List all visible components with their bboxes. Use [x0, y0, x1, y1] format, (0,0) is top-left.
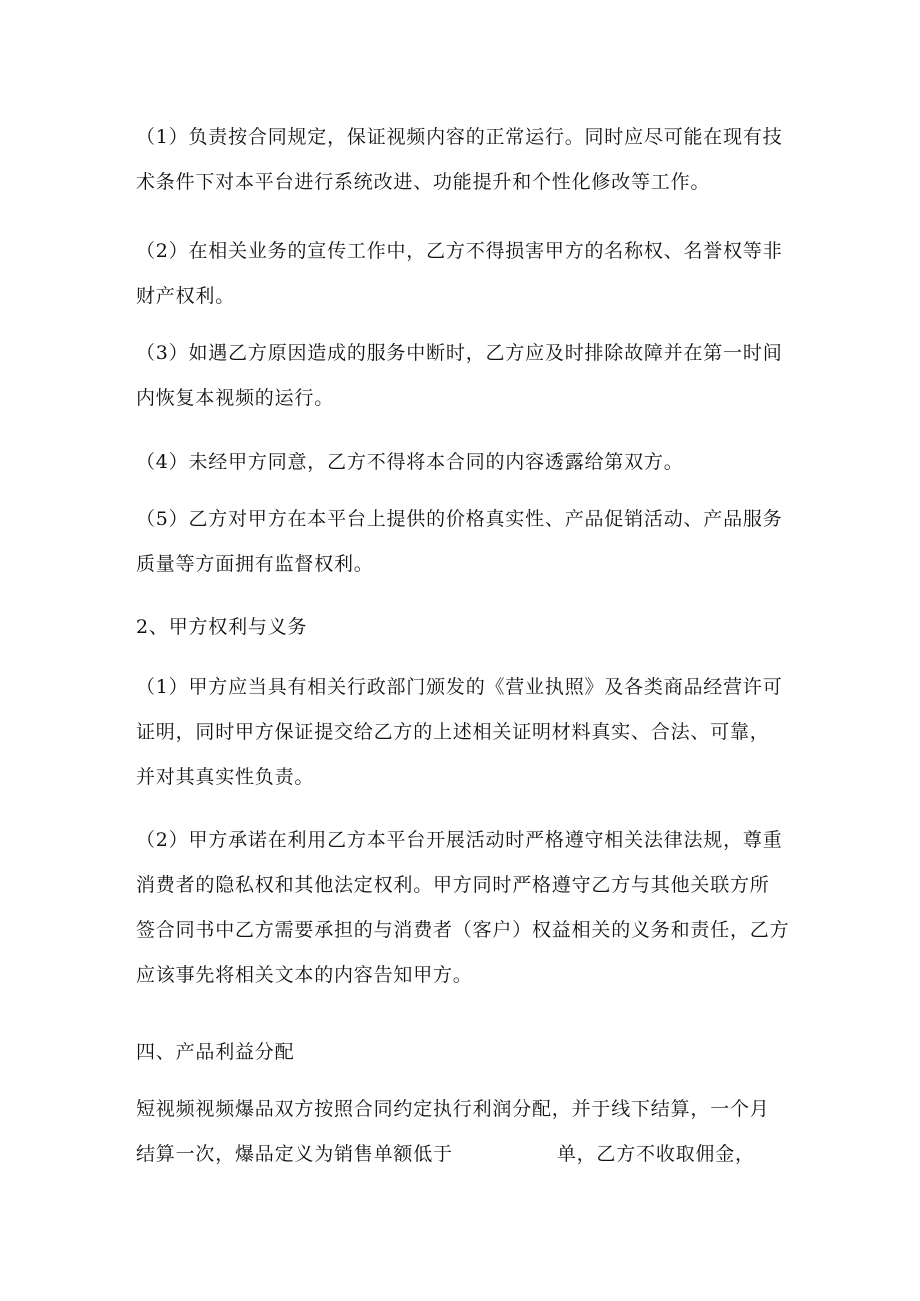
text-line: （2）在相关业务的宣传工作中，乙方不得损害甲方的名称权、名誉权等非 — [136, 240, 783, 262]
text-line: （4）未经甲方同意，乙方不得将本合同的内容透露给第双方。 — [136, 451, 684, 473]
section-heading-4 — [136, 1030, 790, 1075]
heading-line: 2、甲方权利与义务 — [136, 616, 308, 638]
heading-line: 四、产品利益分配 — [136, 1041, 295, 1063]
text-line: （5）乙方对甲方在本平台上提供的价格真实性、产品促销活动、产品服务 — [136, 508, 783, 530]
paragraph-5 — [136, 497, 790, 587]
text-line: 财产权利。 — [136, 285, 236, 307]
paragraph-1 — [136, 115, 790, 205]
text-line: 内恢复本视频的运行。 — [136, 387, 335, 409]
text-line: 消费者的隐私权和其他法定权利。甲方同时严格遵守乙方与其他关联方所 — [136, 874, 770, 896]
text-line: 术条件下对本平台进行系统改进、功能提升和个性化修改等工作。 — [136, 171, 711, 193]
paragraph-6 — [136, 665, 790, 800]
text-line: （2）甲方承诺在利用乙方本平台开展活动时严格遵守相关法律法规，尊重 — [136, 829, 783, 851]
text-line: 并对其真实性负责。 — [136, 766, 315, 788]
text-before-blank: 结算一次，爆品定义为销售单额低于 — [136, 1143, 453, 1165]
text-line: （1）甲方应当具有相关行政部门颁发的《营业执照》及各类商品经营许可 — [136, 676, 783, 698]
text-line: 短视频视频爆品双方按照合同约定执行利润分配，并于线下结算，一个月 — [136, 1098, 770, 1120]
paragraph-3 — [136, 331, 790, 421]
text-line-with-blank — [136, 1132, 790, 1177]
paragraph-8 — [136, 1087, 790, 1177]
text-line: 质量等方面拥有监督权利。 — [136, 553, 374, 575]
paragraph-4 — [136, 440, 790, 485]
text-line: 证明，同时甲方保证提交给乙方的上述相关证明材料真实、合法、可靠， — [136, 721, 770, 743]
paragraph-7 — [136, 818, 790, 998]
text-line: 签合同书中乙方需要承担的与消费者（客户）权益相关的义务和责任，乙方 — [136, 919, 790, 941]
paragraph-2 — [136, 229, 790, 319]
text-line: （3）如遇乙方原因造成的服务中断时，乙方应及时排除故障并在第一时间 — [136, 342, 783, 364]
text-line: 应该事先将相关文本的内容告知甲方。 — [136, 964, 473, 986]
text-after-blank: 单，乙方不收取佣金， — [556, 1143, 755, 1165]
text-line: （1）负责按合同规定，保证视频内容的正常运行。同时应尽可能在现有技 — [136, 126, 783, 148]
section-heading-2 — [136, 605, 790, 650]
